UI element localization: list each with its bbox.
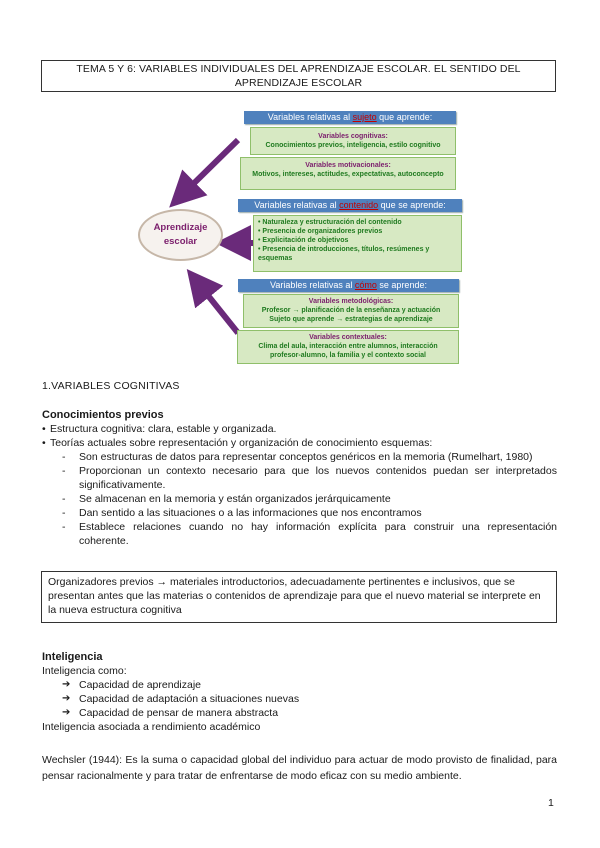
contenido-item: • Naturaleza y estructuración del contenido	[258, 219, 402, 226]
box-title: Variables metodológicas:	[308, 298, 394, 305]
box-variables-motivacionales	[240, 157, 456, 190]
page-number: 1	[548, 797, 554, 809]
conocimientos-bullets	[42, 422, 557, 450]
organizadores-previos-box: Organizadores previos → materiales introductorios, adecuadamente pertinentes e inclusivos, que se presentan antes que las materias o contenidos de aprendizaje para que el nuevo material se interprete en la nueva estructura cognitiva	[41, 571, 557, 623]
header-como-key: cómo	[354, 280, 377, 290]
inteligencia-list	[42, 678, 557, 720]
box-body: Conocimientos previos, inteligencia, estilo cognitivo	[265, 142, 441, 149]
document-title: TEMA 5 Y 6: VARIABLES INDIVIDUALES DEL APRENDIZAJE ESCOLAR. EL SENTIDO DEL APRENDIZAJE ESCOLAR	[41, 60, 556, 92]
list-item: ➔ Capacidad de adaptación a situaciones nuevas	[42, 692, 557, 706]
center-label: Aprendizaje escolar	[153, 222, 208, 247]
contenido-item: • Presencia de introducciones, títulos, resúmenes y esquemas	[258, 246, 430, 262]
box-variables-metodologicas	[243, 294, 459, 328]
inteligencia-block	[42, 650, 557, 734]
header-como-pre: Variables relativas al	[270, 280, 355, 290]
contenido-item: • Explicitación de objetivos	[258, 237, 349, 244]
box-body: Clima del aula, interacción entre alumnos, interacción profesor-alumno, la familia y el contexto social	[258, 343, 438, 359]
heading-conocimientos-previos: Conocimientos previos	[42, 409, 164, 421]
center-oval-aprendizaje	[138, 209, 223, 261]
box-title: Variables motivacionales:	[305, 162, 391, 169]
box-body-line: Sujeto que aprende → estrategias de aprendizaje	[269, 316, 433, 323]
list-item: - Establece relaciones cuando no hay información explícita para construir una representación coherente.	[42, 520, 557, 548]
header-contenido-pre: Variables relativas al	[254, 200, 340, 210]
list-item: - Son estructuras de datos para representar conceptos genéricos en la memoria (Rumelhart, 1980)	[42, 450, 557, 464]
list-item: - Se almacenan en la memoria y están organizados jerárquicamente	[42, 492, 557, 506]
wechsler-paragraph: Wechsler (1944): Es la suma o capacidad global del individuo para actuar de modo provisto de finalidad, para pensar racionalmente y para tratar de enfrentarse de modo eficaz con su medio ambiente.	[42, 754, 557, 782]
header-como	[238, 279, 459, 292]
header-contenido-key: contenido	[339, 200, 379, 210]
list-item: - Dan sentido a las situaciones o a las informaciones que nos encontramos	[42, 506, 557, 520]
list-item: • Teorías actuales sobre representación y organización de conocimiento esquemas:	[42, 436, 557, 450]
box-variables-cognitivas	[250, 127, 456, 155]
conocimientos-block	[42, 408, 557, 548]
header-sujeto-post: que aprende:	[376, 112, 433, 122]
heading-inteligencia: Inteligencia	[42, 651, 103, 663]
inteligencia-intro: Inteligencia como:	[42, 665, 127, 677]
box-title: Variables cognitivas:	[318, 133, 388, 140]
list-item: • Estructura cognitiva: clara, estable y organizada.	[42, 422, 557, 436]
list-item: ➔ Capacidad de pensar de manera abstracta	[42, 706, 557, 720]
box-variables-contextuales	[237, 330, 459, 364]
inteligencia-outro: Inteligencia asociada a rendimiento académico	[42, 721, 261, 733]
list-item: - Proporcionan un contexto necesario para que los nuevos contenidos puedan ser interpretados significativamente.	[42, 464, 557, 492]
header-sujeto	[244, 111, 456, 124]
box-title: Variables contextuales:	[309, 334, 387, 341]
header-como-post: se aprende:	[376, 280, 427, 290]
esquemas-list	[42, 450, 557, 548]
box-body-line: Profesor → planificación de la enseñanza y actuación	[261, 307, 441, 314]
header-contenido	[238, 199, 462, 212]
header-sujeto-pre: Variables relativas al	[267, 112, 353, 122]
list-item: ➔ Capacidad de aprendizaje	[42, 678, 557, 692]
section-heading-variables-cognitivas: 1.VARIABLES COGNITIVAS	[42, 380, 180, 392]
box-contenido-list	[253, 215, 462, 272]
arrow-sujeto	[182, 140, 238, 195]
header-sujeto-key: sujeto	[352, 112, 377, 122]
header-contenido-post: que se aprende:	[378, 200, 446, 210]
box-body: Motivos, intereses, actitudes, expectativas, autoconcepto	[252, 171, 444, 178]
arrow-como	[198, 283, 238, 333]
contenido-item: • Presencia de organizadores previos	[258, 228, 383, 235]
